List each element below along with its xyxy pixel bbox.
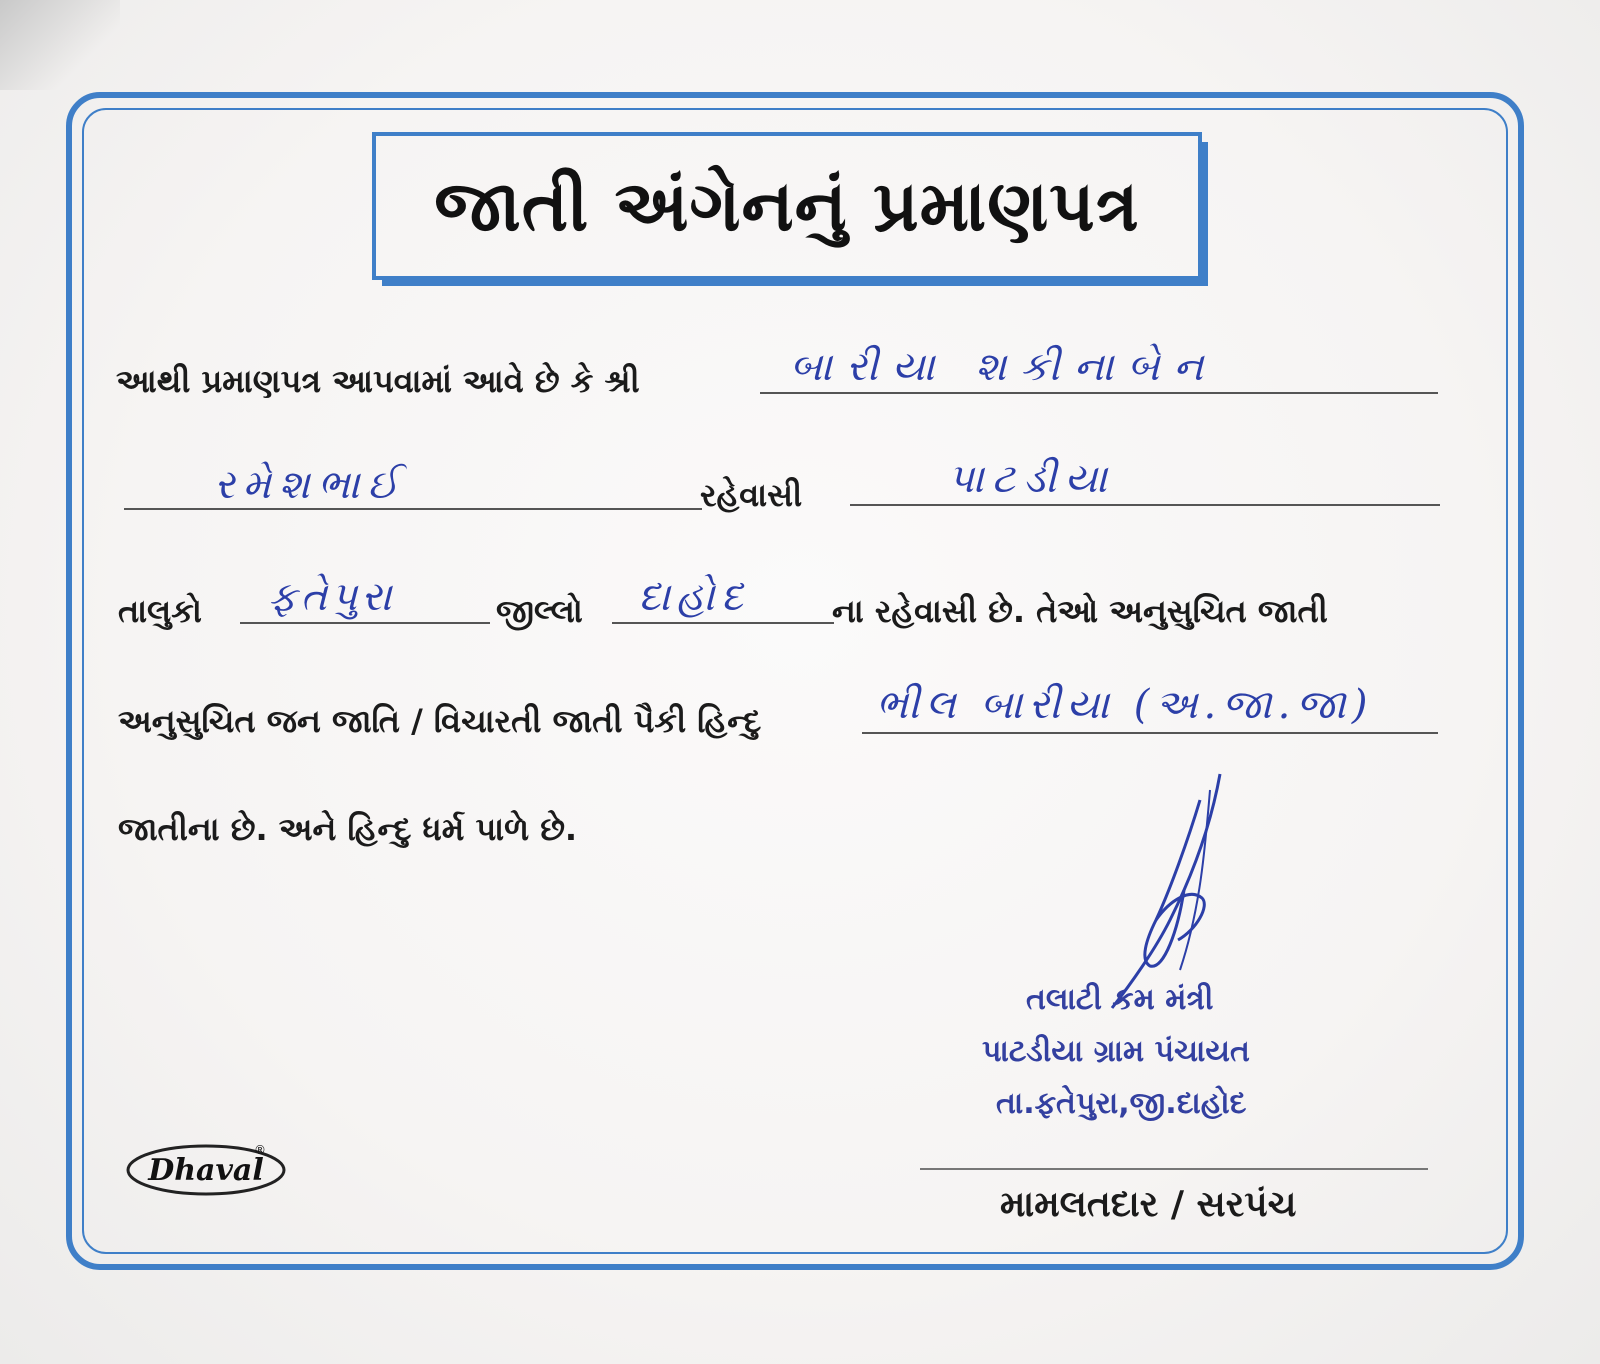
handwritten-father-name: રમેશભાઈ <box>214 462 407 508</box>
village-underline <box>850 504 1440 506</box>
logo-text: Dhaval <box>148 1153 264 1188</box>
handwritten-village: પાટડીયા <box>948 456 1115 502</box>
certificate-title: જાતી અંગેનનું પ્રમાણપત્ર <box>434 164 1140 247</box>
title-box <box>372 132 1202 280</box>
district-underline <box>612 622 834 624</box>
taluka-label: તાલુકો <box>118 592 202 630</box>
handwritten-caste: ભીલ બારીયા (અ.જા.જા) <box>876 682 1374 728</box>
line3-suffix: ના રહેવાસી છે. તેઓ અનુસુચિત જાતી <box>832 592 1328 630</box>
stamp-line-1: તલાટી કમ મંત્રી <box>1026 982 1214 1017</box>
line5-text: જાતીના છે. અને હિન્દુ ધર્મ પાળે છે. <box>118 810 578 848</box>
signature-image <box>1060 770 1280 1010</box>
dhaval-logo <box>124 1138 290 1198</box>
father-underline <box>124 508 702 510</box>
line1-prefix: આથી પ્રમાણપત્ર આપવામાં આવે છે કે શ્રી <box>116 362 640 400</box>
residence-label: રહેવાસી <box>700 476 803 514</box>
handwritten-taluka: ફતેપુરા <box>268 574 396 620</box>
district-label: જીલ્લો <box>496 592 583 630</box>
signatory-caption: મામલતદાર / સરપંચ <box>1000 1184 1297 1225</box>
stamp-line-2: પાટડીયા ગ્રામ પંચાયત <box>982 1034 1250 1069</box>
registered-mark: ® <box>254 1143 266 1157</box>
signature-line <box>920 1168 1428 1170</box>
caste-underline <box>862 732 1438 734</box>
handwritten-name: બારીયા શકીનાબેન <box>790 344 1218 390</box>
line4-prefix: અનુસુચિત જન જાતિ / વિચારતી જાતી પૈકી હિન્દુ <box>118 702 762 740</box>
name-underline <box>760 392 1438 394</box>
taluka-underline <box>240 622 490 624</box>
stamp-line-3: તા.ફતેપુરા,જી.દાહોદ <box>996 1086 1247 1121</box>
handwritten-district: દાહોદ <box>638 574 749 620</box>
page-corner-shadow <box>0 0 120 90</box>
